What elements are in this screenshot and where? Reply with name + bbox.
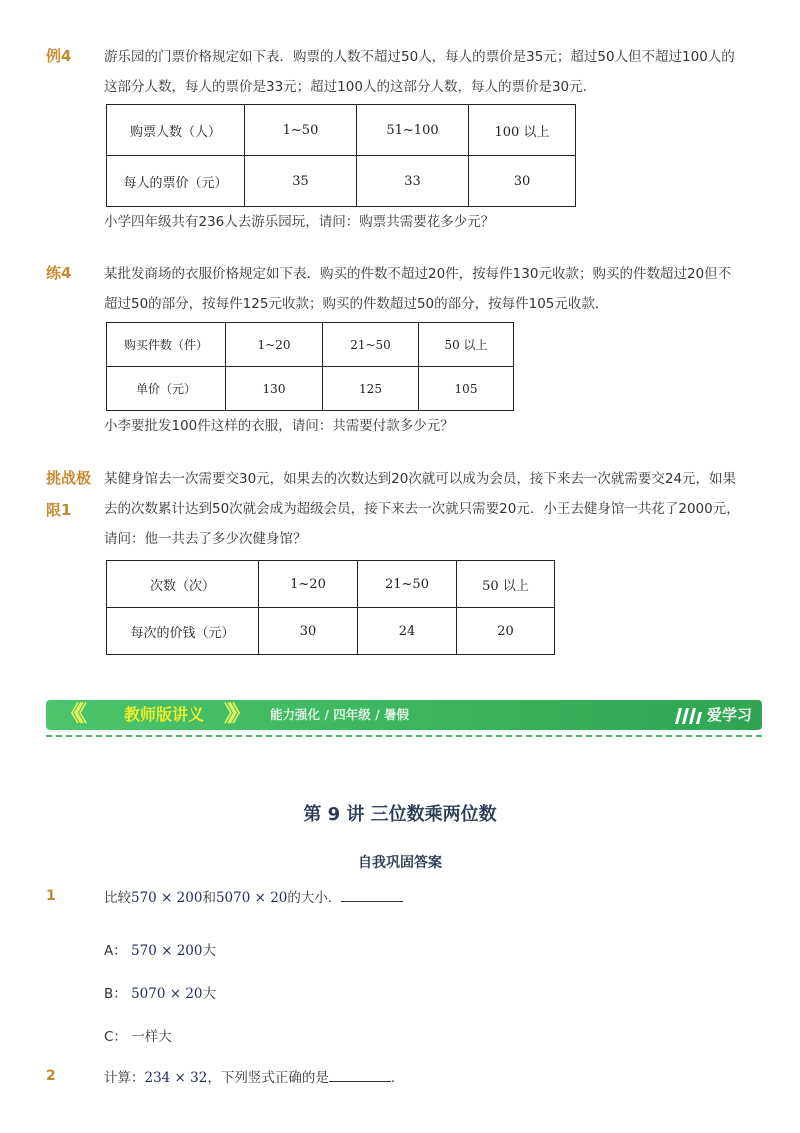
question-1-text bbox=[104, 886, 403, 906]
option-b[interactable] bbox=[104, 982, 216, 1002]
banner-divider bbox=[46, 735, 762, 737]
table-cell: 105 bbox=[419, 367, 514, 411]
brand-logo bbox=[673, 700, 752, 730]
option-c[interactable] bbox=[104, 1025, 172, 1045]
table-cell: 1~50 bbox=[245, 105, 357, 156]
table-cell: 21~50 bbox=[323, 323, 419, 367]
question-1-prefix: 比较 bbox=[104, 890, 131, 906]
table-cell: 单价（元） bbox=[107, 367, 226, 411]
question-1-expr-b: 5070 × 20 bbox=[215, 890, 288, 906]
chevron-left-icon: 《《 bbox=[60, 702, 82, 727]
option-b-math: 5070 × 20 bbox=[131, 986, 203, 1002]
table-cell: 每人的票价（元） bbox=[107, 156, 245, 207]
challenge-table bbox=[106, 560, 555, 655]
challenge-tag-line2: 限1 bbox=[46, 501, 72, 519]
banner-breadcrumb: 能力强化 / 四年级 / 暑假 bbox=[270, 707, 410, 722]
teacher-edition-banner bbox=[46, 700, 762, 730]
question-1-expr-a: 570 × 200 bbox=[131, 890, 203, 906]
question-1-mid: 和 bbox=[202, 890, 216, 906]
question-2-expr: 234 × 32 bbox=[144, 1070, 208, 1086]
table-cell: 30 bbox=[259, 608, 358, 655]
table-cell: 33 bbox=[357, 156, 469, 207]
table-cell: 24 bbox=[358, 608, 457, 655]
table-cell: 100 以上 bbox=[469, 105, 576, 156]
question-1-number: 1 bbox=[46, 888, 56, 904]
challenge-tag-line1: 挑战极 bbox=[46, 469, 92, 487]
practice-4-table bbox=[106, 322, 514, 411]
table-cell: 每次的价钱（元） bbox=[107, 608, 259, 655]
question-2-number: 2 bbox=[46, 1068, 56, 1084]
table-cell: 125 bbox=[323, 367, 419, 411]
question-2-end: ． bbox=[390, 1070, 405, 1086]
table-cell: 21~50 bbox=[358, 561, 457, 608]
chevron-right-icon: 》》 bbox=[224, 702, 246, 727]
example-4-text: 游乐园的门票价格规定如下表．购票的人数不超过50人，每人的票价是35元；超过50人但不超过100人的这部分人数，每人的票价是33元；超过100人的这部分人数，每人的票价是30元． bbox=[104, 49, 735, 95]
question-2-prefix: 计算： bbox=[104, 1070, 145, 1086]
lecture-title: 第 9 讲 三位数乘两位数 bbox=[303, 804, 497, 825]
question-2-text bbox=[104, 1066, 404, 1086]
table-cell: 1~20 bbox=[259, 561, 358, 608]
table-cell: 50 以上 bbox=[457, 561, 555, 608]
option-a[interactable] bbox=[104, 939, 216, 959]
practice-4-question: 小李要批发100件这样的衣服，请问：共需要付款多少元？ bbox=[104, 418, 454, 434]
table-cell: 20 bbox=[457, 608, 555, 655]
option-a-math: 570 × 200 bbox=[131, 943, 203, 959]
example-4-tag: 例4 bbox=[46, 47, 72, 65]
answer-blank bbox=[341, 887, 403, 902]
table-cell: 1~20 bbox=[226, 323, 323, 367]
logo-icon bbox=[673, 706, 703, 726]
logo-text: 爱学习 bbox=[706, 706, 752, 724]
table-cell: 51~100 bbox=[357, 105, 469, 156]
table-cell: 购票人数（人） bbox=[107, 105, 245, 156]
question-1-suffix: 的大小． bbox=[287, 890, 342, 906]
table-cell: 购买件数（件） bbox=[107, 323, 226, 367]
question-2-suffix: ，下列竖式正确的是 bbox=[207, 1070, 329, 1086]
challenge-text: 某健身馆去一次需要交30元，如果去的次数达到20次就可以成为会员，接下来去一次就需要交24元，如果去的次数累计达到50次就会成为超级会员，接下来去一次就只需要20元．小王去健身馆一共花了2000元，请问：他一共去了多少次健身馆？ bbox=[104, 471, 740, 547]
option-b-text: 大 bbox=[202, 986, 216, 1002]
example-4-table bbox=[106, 104, 576, 207]
table-cell: 次数（次） bbox=[107, 561, 259, 608]
lecture-subtitle: 自我巩固答案 bbox=[358, 855, 442, 871]
table-cell: 35 bbox=[245, 156, 357, 207]
table-cell: 130 bbox=[226, 367, 323, 411]
banner-title: 教师版讲义 bbox=[124, 705, 205, 724]
option-a-label: A： bbox=[104, 943, 127, 959]
option-a-text: 大 bbox=[202, 943, 216, 959]
table-cell: 30 bbox=[469, 156, 576, 207]
example-4-question: 小学四年级共有236人去游乐园玩，请问：购票共需要花多少元？ bbox=[104, 214, 495, 230]
option-c-label: C： bbox=[104, 1029, 127, 1045]
practice-4-text: 某批发商场的衣服价格规定如下表．购买的件数不超过20件，按每件130元收款；购买的件数超过20但不超过50的部分，按每件125元收款；购买的件数超过50的部分，按每件105元收款． bbox=[104, 266, 732, 312]
option-c-text: 一样大 bbox=[131, 1029, 172, 1045]
table-cell: 50 以上 bbox=[419, 323, 514, 367]
practice-4-tag: 练4 bbox=[46, 264, 72, 282]
option-b-label: B： bbox=[104, 986, 127, 1002]
answer-blank bbox=[329, 1067, 391, 1082]
